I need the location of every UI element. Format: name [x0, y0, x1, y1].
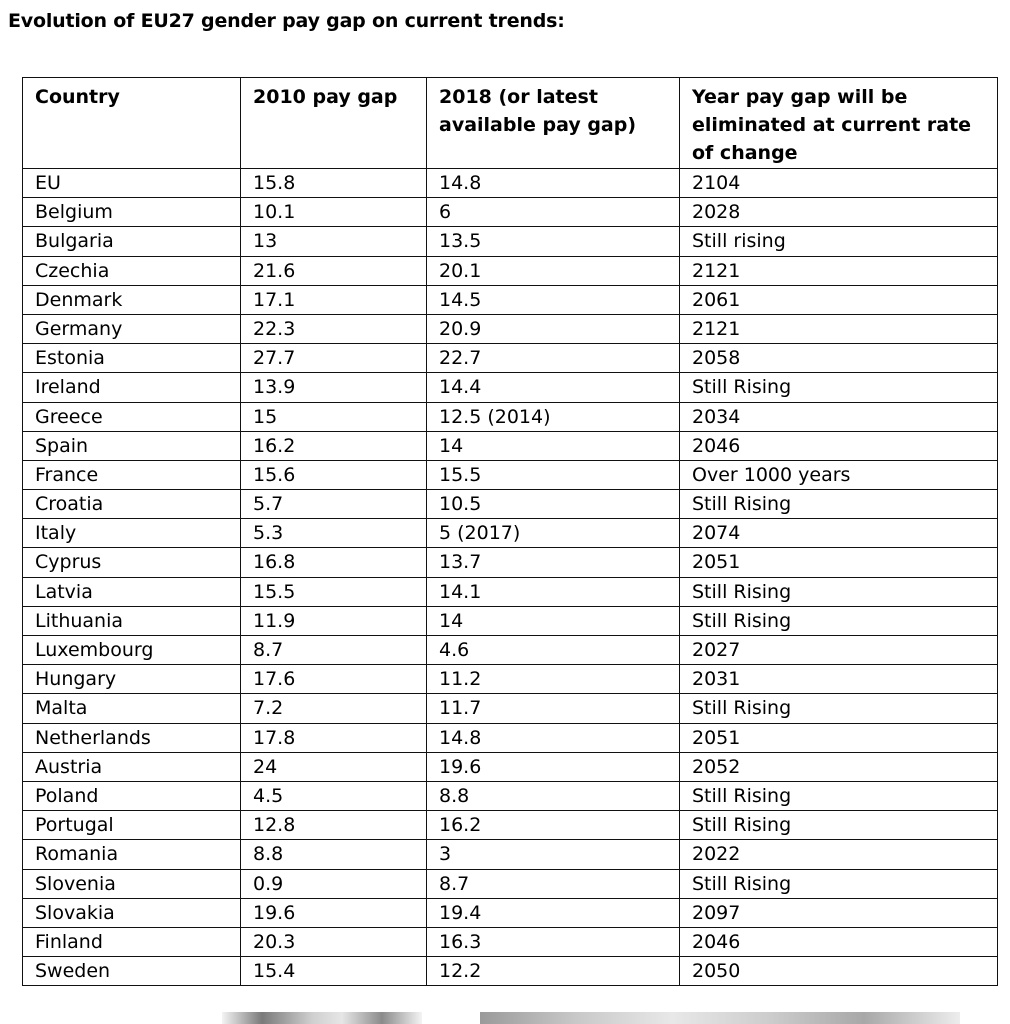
table-row: [23, 431, 998, 460]
pay-gap-2010-cell: 13.9: [241, 373, 427, 402]
pay-gap-2010-cell: 15.8: [241, 169, 427, 198]
table-row: [23, 927, 998, 956]
pay-gap-2018-cell: 13.5: [427, 227, 680, 256]
country-cell: Luxembourg: [23, 636, 241, 665]
country-cell: Spain: [23, 431, 241, 460]
pay-gap-2018-cell: 20.1: [427, 256, 680, 285]
header-year-eliminated: Year pay gap will be eliminated at current rate of change: [680, 78, 998, 169]
country-cell: Bulgaria: [23, 227, 241, 256]
pay-gap-2018-cell: 10.5: [427, 490, 680, 519]
page-title: Evolution of EU27 gender pay gap on current trends:: [8, 10, 565, 32]
elimination-year-cell: 2027: [680, 636, 998, 665]
elimination-year-cell: Still Rising: [680, 811, 998, 840]
elimination-year-cell: 2046: [680, 927, 998, 956]
country-cell: France: [23, 460, 241, 489]
pay-gap-2010-cell: 12.8: [241, 811, 427, 840]
table-row: [23, 227, 998, 256]
country-cell: Latvia: [23, 577, 241, 606]
table-row: [23, 548, 998, 577]
country-cell: Slovenia: [23, 869, 241, 898]
pay-gap-2018-cell: 6: [427, 198, 680, 227]
country-cell: Italy: [23, 519, 241, 548]
elimination-year-cell: Still Rising: [680, 694, 998, 723]
table-row: [23, 198, 998, 227]
pay-gap-2010-cell: 17.6: [241, 665, 427, 694]
pay-gap-2018-cell: 19.4: [427, 898, 680, 927]
pay-gap-2010-cell: 8.7: [241, 636, 427, 665]
table-row: [23, 606, 998, 635]
pay-gap-2018-cell: 8.8: [427, 781, 680, 810]
pay-gap-2018-cell: 19.6: [427, 752, 680, 781]
pay-gap-2018-cell: 11.7: [427, 694, 680, 723]
pay-gap-2018-cell: 16.3: [427, 927, 680, 956]
country-cell: Germany: [23, 314, 241, 343]
pay-gap-2010-cell: 13: [241, 227, 427, 256]
elimination-year-cell: 2028: [680, 198, 998, 227]
table-row: [23, 840, 998, 869]
table-row: [23, 636, 998, 665]
pay-gap-2010-cell: 16.2: [241, 431, 427, 460]
country-cell: Hungary: [23, 665, 241, 694]
country-cell: Cyprus: [23, 548, 241, 577]
country-cell: Finland: [23, 927, 241, 956]
table-row: [23, 869, 998, 898]
pay-gap-2018-cell: 14.8: [427, 723, 680, 752]
pay-gap-2018-cell: 14.1: [427, 577, 680, 606]
pay-gap-2010-cell: 5.7: [241, 490, 427, 519]
country-cell: Belgium: [23, 198, 241, 227]
pay-gap-2010-cell: 15: [241, 402, 427, 431]
elimination-year-cell: 2061: [680, 285, 998, 314]
pay-gap-2010-cell: 5.3: [241, 519, 427, 548]
elimination-year-cell: 2104: [680, 169, 998, 198]
table-row: [23, 285, 998, 314]
country-cell: Sweden: [23, 957, 241, 986]
elimination-year-cell: 2046: [680, 431, 998, 460]
pay-gap-2010-cell: 22.3: [241, 314, 427, 343]
pay-gap-2018-cell: 20.9: [427, 314, 680, 343]
pay-gap-2018-cell: 14: [427, 606, 680, 635]
elimination-year-cell: Still Rising: [680, 606, 998, 635]
table-row: [23, 752, 998, 781]
table-row: [23, 694, 998, 723]
pay-gap-2018-cell: 14.5: [427, 285, 680, 314]
pay-gap-2010-cell: 17.8: [241, 723, 427, 752]
country-cell: EU: [23, 169, 241, 198]
table-row: [23, 957, 998, 986]
pay-gap-2010-cell: 21.6: [241, 256, 427, 285]
table-row: [23, 665, 998, 694]
pay-gap-2018-cell: 12.5 (2014): [427, 402, 680, 431]
elimination-year-cell: 2022: [680, 840, 998, 869]
elimination-year-cell: Still Rising: [680, 490, 998, 519]
table-row: [23, 256, 998, 285]
header-2010-pay-gap: 2010 pay gap: [241, 78, 427, 169]
country-cell: Czechia: [23, 256, 241, 285]
table-row: [23, 723, 998, 752]
elimination-year-cell: 2051: [680, 723, 998, 752]
country-cell: Greece: [23, 402, 241, 431]
pay-gap-2018-cell: 4.6: [427, 636, 680, 665]
pay-gap-2010-cell: 8.8: [241, 840, 427, 869]
pay-gap-2018-cell: 16.2: [427, 811, 680, 840]
elimination-year-cell: 2097: [680, 898, 998, 927]
table-row: [23, 490, 998, 519]
pay-gap-2010-cell: 20.3: [241, 927, 427, 956]
table-row: [23, 811, 998, 840]
pay-gap-2010-cell: 27.7: [241, 344, 427, 373]
pay-gap-2018-cell: 11.2: [427, 665, 680, 694]
table-header-row: [23, 78, 998, 169]
country-cell: Denmark: [23, 285, 241, 314]
table-row: [23, 519, 998, 548]
pay-gap-2018-cell: 13.7: [427, 548, 680, 577]
pay-gap-2010-cell: 7.2: [241, 694, 427, 723]
table-row: [23, 344, 998, 373]
pay-gap-2010-cell: 15.4: [241, 957, 427, 986]
country-cell: Austria: [23, 752, 241, 781]
table-body: [23, 169, 998, 986]
elimination-year-cell: Over 1000 years: [680, 460, 998, 489]
pay-gap-2010-cell: 24: [241, 752, 427, 781]
country-cell: Romania: [23, 840, 241, 869]
table-row: [23, 314, 998, 343]
pay-gap-2018-cell: 12.2: [427, 957, 680, 986]
pay-gap-2018-cell: 14: [427, 431, 680, 460]
pay-gap-2010-cell: 16.8: [241, 548, 427, 577]
pay-gap-2018-cell: 22.7: [427, 344, 680, 373]
pay-gap-2018-cell: 3: [427, 840, 680, 869]
country-cell: Slovakia: [23, 898, 241, 927]
pay-gap-2018-cell: 5 (2017): [427, 519, 680, 548]
elimination-year-cell: 2052: [680, 752, 998, 781]
pay-gap-2010-cell: 4.5: [241, 781, 427, 810]
pay-gap-2018-cell: 8.7: [427, 869, 680, 898]
table-row: [23, 898, 998, 927]
country-cell: Malta: [23, 694, 241, 723]
elimination-year-cell: 2034: [680, 402, 998, 431]
table-row: [23, 577, 998, 606]
elimination-year-cell: 2121: [680, 256, 998, 285]
elimination-year-cell: 2121: [680, 314, 998, 343]
pay-gap-2010-cell: 17.1: [241, 285, 427, 314]
country-cell: Croatia: [23, 490, 241, 519]
country-cell: Netherlands: [23, 723, 241, 752]
elimination-year-cell: Still Rising: [680, 577, 998, 606]
country-cell: Portugal: [23, 811, 241, 840]
elimination-year-cell: 2031: [680, 665, 998, 694]
elimination-year-cell: Still Rising: [680, 869, 998, 898]
elimination-year-cell: 2074: [680, 519, 998, 548]
header-2018-pay-gap: 2018 (or latest available pay gap): [427, 78, 680, 169]
table-row: [23, 402, 998, 431]
table-row: [23, 169, 998, 198]
pay-gap-2010-cell: 0.9: [241, 869, 427, 898]
pay-gap-2018-cell: 15.5: [427, 460, 680, 489]
country-cell: Lithuania: [23, 606, 241, 635]
country-cell: Poland: [23, 781, 241, 810]
elimination-year-cell: 2058: [680, 344, 998, 373]
pay-gap-2018-cell: 14.8: [427, 169, 680, 198]
elimination-year-cell: 2050: [680, 957, 998, 986]
pay-gap-2010-cell: 15.6: [241, 460, 427, 489]
elimination-year-cell: Still Rising: [680, 373, 998, 402]
pay-gap-2010-cell: 11.9: [241, 606, 427, 635]
country-cell: Ireland: [23, 373, 241, 402]
pay-gap-2010-cell: 19.6: [241, 898, 427, 927]
pay-gap-2018-cell: 14.4: [427, 373, 680, 402]
elimination-year-cell: 2051: [680, 548, 998, 577]
table-row: [23, 781, 998, 810]
pay-gap-table: [22, 77, 998, 986]
photo-fragment-right: [480, 1012, 960, 1024]
header-country: Country: [23, 78, 241, 169]
pay-gap-2010-cell: 15.5: [241, 577, 427, 606]
table-row: [23, 373, 998, 402]
pay-gap-2010-cell: 10.1: [241, 198, 427, 227]
elimination-year-cell: Still rising: [680, 227, 998, 256]
photo-fragment-left: [222, 1012, 422, 1024]
elimination-year-cell: Still Rising: [680, 781, 998, 810]
cropped-photo-strip: [0, 1012, 1010, 1024]
table-row: [23, 460, 998, 489]
country-cell: Estonia: [23, 344, 241, 373]
